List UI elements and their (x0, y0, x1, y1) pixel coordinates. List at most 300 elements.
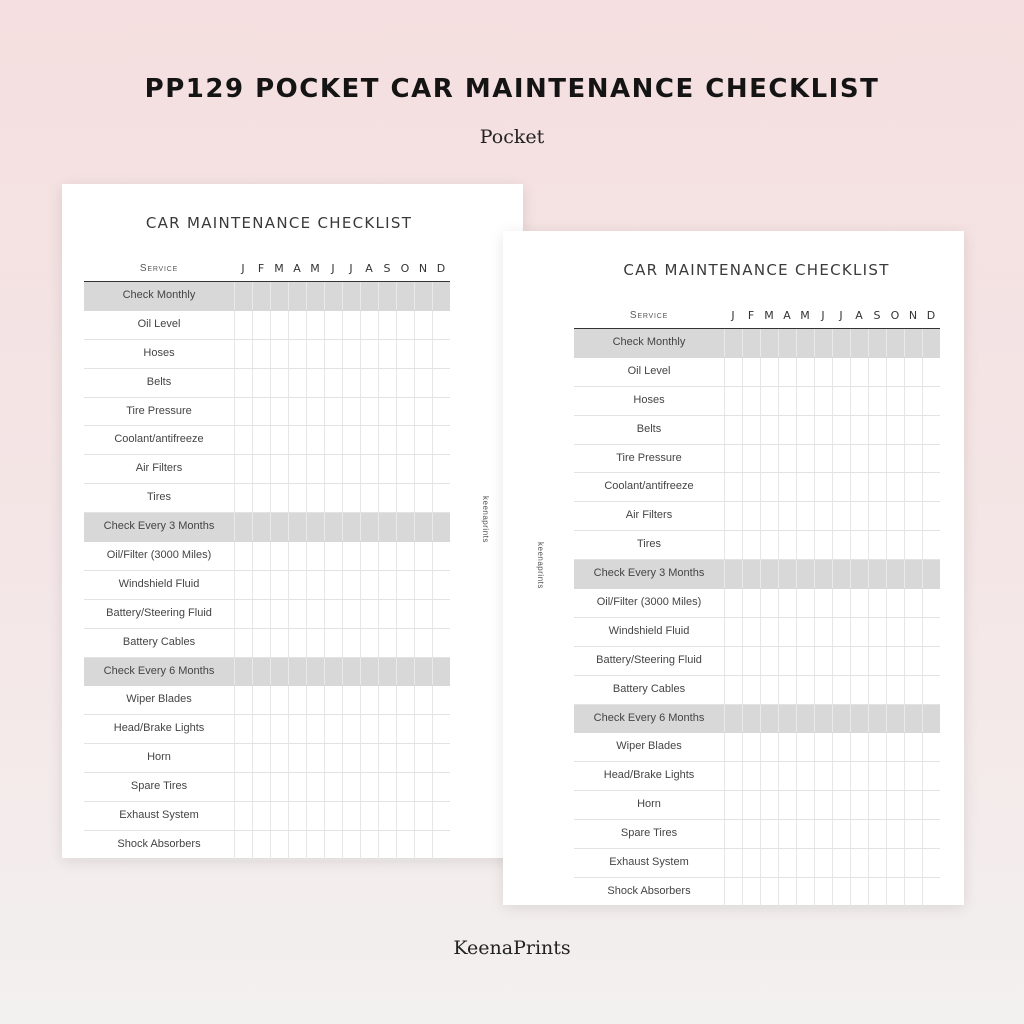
check-cell (760, 531, 778, 559)
section-label: Check Every 3 Months (103, 520, 215, 533)
check-cell (252, 398, 270, 426)
check-cell (342, 600, 360, 628)
check-cell (234, 571, 252, 599)
section-row (84, 513, 450, 542)
check-cell (922, 791, 940, 819)
check-cell (850, 589, 868, 617)
check-cell (832, 820, 850, 848)
check-cell (814, 387, 832, 415)
service-row (84, 831, 450, 860)
check-cell (832, 762, 850, 790)
check-cell (850, 473, 868, 501)
check-cell (904, 820, 922, 848)
check-cell (270, 831, 288, 859)
check-cell (306, 398, 324, 426)
check-cell (324, 455, 342, 483)
month-header: N (908, 308, 918, 322)
check-cell (414, 744, 432, 772)
section-label: Check Every 3 Months (593, 567, 705, 580)
check-cell (724, 676, 742, 704)
check-cell (234, 629, 252, 657)
check-cell (922, 531, 940, 559)
check-cell (814, 820, 832, 848)
check-cell (270, 455, 288, 483)
check-cell (868, 705, 886, 733)
service-row (84, 773, 450, 802)
check-cell (342, 311, 360, 339)
check-cell (432, 426, 450, 454)
checklist-grid (84, 255, 450, 860)
check-cell (396, 282, 414, 310)
check-cell (886, 733, 904, 761)
month-header: J (331, 261, 335, 275)
check-cell (796, 416, 814, 444)
check-cell (306, 369, 324, 397)
check-cell (378, 484, 396, 512)
check-cell (396, 773, 414, 801)
check-cell (904, 762, 922, 790)
check-cell (850, 676, 868, 704)
check-cell (760, 791, 778, 819)
service-column-header: Service (629, 309, 669, 321)
brand-watermark: keenaprints (481, 496, 490, 543)
check-cell (360, 658, 378, 686)
check-cell (234, 369, 252, 397)
checklist-grid (574, 302, 940, 907)
check-cell (886, 618, 904, 646)
check-cell (252, 773, 270, 801)
check-cell (814, 473, 832, 501)
check-cell (796, 358, 814, 386)
service-label: Exhaust System (609, 856, 689, 869)
section-row (574, 705, 940, 734)
check-cell (922, 502, 940, 530)
check-cell (270, 542, 288, 570)
check-cell (414, 340, 432, 368)
check-cell (922, 473, 940, 501)
check-cell (832, 878, 850, 906)
check-cell (378, 571, 396, 599)
check-cell (378, 455, 396, 483)
check-cell (760, 416, 778, 444)
service-label: Battery/Steering Fluid (106, 606, 212, 619)
check-cell (432, 484, 450, 512)
check-cell (868, 560, 886, 588)
check-cell (360, 744, 378, 772)
check-cell (742, 502, 760, 530)
check-cell (778, 473, 796, 501)
grid-header-row (84, 255, 450, 282)
check-cell (306, 513, 324, 541)
check-cell (360, 484, 378, 512)
check-cell (832, 531, 850, 559)
check-cell (814, 791, 832, 819)
service-column-header: Service (139, 262, 179, 274)
check-cell (252, 455, 270, 483)
check-cell (270, 629, 288, 657)
check-cell (796, 849, 814, 877)
check-cell (760, 473, 778, 501)
service-row (84, 369, 450, 398)
check-cell (378, 513, 396, 541)
check-cell (396, 571, 414, 599)
check-cell (306, 715, 324, 743)
check-cell (796, 647, 814, 675)
service-label: Head/Brake Lights (603, 769, 695, 782)
check-cell (324, 369, 342, 397)
check-cell (414, 715, 432, 743)
check-cell (886, 878, 904, 906)
check-cell (432, 831, 450, 859)
check-cell (742, 705, 760, 733)
check-cell (832, 387, 850, 415)
check-cell (324, 715, 342, 743)
check-cell (432, 282, 450, 310)
check-cell (396, 542, 414, 570)
month-header: J (241, 261, 245, 275)
check-cell (886, 329, 904, 357)
check-cell (270, 282, 288, 310)
check-cell (414, 686, 432, 714)
check-cell (270, 340, 288, 368)
check-cell (832, 358, 850, 386)
check-cell (288, 571, 306, 599)
check-cell (414, 629, 432, 657)
service-label: Battery Cables (122, 635, 196, 648)
check-cell (342, 484, 360, 512)
check-cell (724, 618, 742, 646)
check-cell (868, 531, 886, 559)
check-cell (270, 484, 288, 512)
check-cell (342, 282, 360, 310)
checklist-sheet-left (62, 184, 523, 858)
check-cell (814, 560, 832, 588)
check-cell (796, 387, 814, 415)
check-cell (234, 600, 252, 628)
service-label: Air Filters (135, 462, 183, 475)
check-cell (360, 629, 378, 657)
service-row (84, 571, 450, 600)
check-cell (832, 560, 850, 588)
month-header: J (349, 261, 353, 275)
check-cell (414, 600, 432, 628)
service-label: Tires (146, 491, 172, 504)
check-cell (904, 791, 922, 819)
check-cell (760, 502, 778, 530)
grid-header-row (574, 302, 940, 329)
section-label: Check Monthly (122, 289, 196, 301)
footer-brand: KeenaPrints (453, 937, 571, 959)
check-cell (760, 820, 778, 848)
check-cell (252, 802, 270, 830)
check-cell (378, 369, 396, 397)
check-cell (724, 849, 742, 877)
service-label: Air Filters (625, 509, 673, 522)
check-cell (796, 445, 814, 473)
check-cell (778, 820, 796, 848)
check-cell (796, 473, 814, 501)
check-cell (886, 647, 904, 675)
check-cell (778, 705, 796, 733)
check-cell (724, 445, 742, 473)
check-cell (724, 820, 742, 848)
checklist-sheet-right (503, 231, 964, 905)
check-cell (742, 820, 760, 848)
check-cell (814, 531, 832, 559)
check-cell (342, 571, 360, 599)
check-cell (342, 426, 360, 454)
check-cell (414, 484, 432, 512)
check-cell (886, 676, 904, 704)
check-cell (252, 600, 270, 628)
check-cell (324, 340, 342, 368)
service-label: Coolant/antifreeze (114, 433, 204, 446)
check-cell (796, 820, 814, 848)
check-cell (306, 658, 324, 686)
check-cell (814, 329, 832, 357)
check-cell (396, 369, 414, 397)
service-label: Belts (636, 422, 662, 435)
check-cell (760, 445, 778, 473)
check-cell (324, 831, 342, 859)
check-cell (378, 831, 396, 859)
check-cell (342, 744, 360, 772)
check-cell (306, 831, 324, 859)
check-cell (396, 744, 414, 772)
check-cell (396, 629, 414, 657)
check-cell (796, 791, 814, 819)
check-cell (796, 589, 814, 617)
check-cell (288, 513, 306, 541)
check-cell (396, 686, 414, 714)
check-cell (360, 571, 378, 599)
service-label: Oil Level (627, 364, 671, 377)
check-cell (832, 733, 850, 761)
check-cell (760, 618, 778, 646)
check-cell (252, 426, 270, 454)
check-cell (814, 647, 832, 675)
check-cell (414, 542, 432, 570)
check-cell (832, 849, 850, 877)
check-cell (796, 560, 814, 588)
check-cell (288, 542, 306, 570)
check-cell (270, 311, 288, 339)
check-cell (414, 658, 432, 686)
check-cell (742, 560, 760, 588)
check-cell (778, 329, 796, 357)
check-cell (778, 878, 796, 906)
check-cell (742, 647, 760, 675)
check-cell (432, 629, 450, 657)
check-cell (396, 831, 414, 859)
check-cell (850, 878, 868, 906)
check-cell (306, 426, 324, 454)
check-cell (378, 686, 396, 714)
check-cell (742, 849, 760, 877)
check-cell (778, 791, 796, 819)
service-label: Spare Tires (620, 827, 678, 840)
check-cell (288, 426, 306, 454)
check-cell (850, 791, 868, 819)
check-cell (342, 629, 360, 657)
check-cell (904, 531, 922, 559)
check-cell (414, 571, 432, 599)
check-cell (270, 802, 288, 830)
check-cell (360, 513, 378, 541)
check-cell (904, 473, 922, 501)
check-cell (922, 589, 940, 617)
check-cell (234, 513, 252, 541)
check-cell (360, 455, 378, 483)
check-cell (868, 502, 886, 530)
check-cell (324, 773, 342, 801)
check-cell (904, 849, 922, 877)
check-cell (814, 762, 832, 790)
month-header: M (764, 308, 774, 322)
check-cell (306, 802, 324, 830)
check-cell (922, 762, 940, 790)
check-cell (270, 369, 288, 397)
check-cell (324, 311, 342, 339)
month-header: J (839, 308, 843, 322)
check-cell (414, 311, 432, 339)
check-cell (922, 647, 940, 675)
month-header: M (800, 308, 810, 322)
check-cell (850, 820, 868, 848)
check-cell (324, 398, 342, 426)
service-label: Horn (147, 751, 171, 764)
check-cell (378, 340, 396, 368)
check-cell (414, 773, 432, 801)
check-cell (270, 571, 288, 599)
check-cell (342, 773, 360, 801)
service-label: Coolant/antifreeze (604, 480, 694, 493)
check-cell (234, 398, 252, 426)
check-cell (904, 589, 922, 617)
check-cell (342, 831, 360, 859)
check-cell (868, 647, 886, 675)
check-cell (252, 744, 270, 772)
check-cell (270, 715, 288, 743)
month-header: A (293, 261, 301, 275)
check-cell (724, 387, 742, 415)
check-cell (778, 416, 796, 444)
check-cell (778, 560, 796, 588)
check-cell (742, 416, 760, 444)
check-cell (742, 791, 760, 819)
check-cell (324, 600, 342, 628)
check-cell (832, 416, 850, 444)
service-label: Wiper Blades (616, 740, 682, 753)
check-cell (252, 311, 270, 339)
service-row (574, 676, 940, 705)
check-cell (742, 676, 760, 704)
check-cell (814, 676, 832, 704)
service-row (574, 502, 940, 531)
check-cell (814, 618, 832, 646)
check-cell (342, 542, 360, 570)
check-cell (288, 831, 306, 859)
check-cell (742, 329, 760, 357)
check-cell (868, 676, 886, 704)
check-cell (724, 733, 742, 761)
service-label: Tire Pressure (126, 404, 192, 417)
check-cell (850, 705, 868, 733)
check-cell (922, 358, 940, 386)
check-cell (724, 705, 742, 733)
check-cell (904, 733, 922, 761)
check-cell (360, 802, 378, 830)
check-cell (778, 358, 796, 386)
check-cell (778, 502, 796, 530)
check-cell (306, 571, 324, 599)
check-cell (306, 600, 324, 628)
check-cell (868, 416, 886, 444)
check-cell (288, 802, 306, 830)
check-cell (306, 744, 324, 772)
check-cell (414, 426, 432, 454)
check-cell (724, 531, 742, 559)
service-row (84, 802, 450, 831)
check-cell (868, 762, 886, 790)
check-cell (288, 715, 306, 743)
check-cell (252, 513, 270, 541)
check-cell (396, 398, 414, 426)
check-cell (342, 513, 360, 541)
check-cell (760, 387, 778, 415)
check-cell (342, 658, 360, 686)
check-cell (724, 502, 742, 530)
check-cell (922, 416, 940, 444)
check-cell (252, 340, 270, 368)
check-cell (306, 686, 324, 714)
check-cell (904, 387, 922, 415)
check-cell (904, 676, 922, 704)
service-label: Oil/Filter (3000 Miles) (106, 549, 212, 562)
check-cell (904, 705, 922, 733)
check-cell (306, 340, 324, 368)
month-header: F (747, 308, 755, 322)
check-cell (886, 791, 904, 819)
service-label: Head/Brake Lights (113, 722, 205, 735)
service-row (574, 647, 940, 676)
check-cell (832, 445, 850, 473)
check-cell (922, 676, 940, 704)
check-cell (360, 311, 378, 339)
month-header: M (310, 261, 320, 275)
check-cell (850, 329, 868, 357)
check-cell (306, 542, 324, 570)
check-cell (306, 282, 324, 310)
check-cell (760, 849, 778, 877)
check-cell (432, 398, 450, 426)
check-cell (724, 589, 742, 617)
check-cell (814, 733, 832, 761)
check-cell (814, 589, 832, 617)
check-cell (324, 744, 342, 772)
check-cell (324, 513, 342, 541)
service-label: Belts (146, 375, 172, 388)
check-cell (432, 600, 450, 628)
check-cell (904, 416, 922, 444)
check-cell (234, 426, 252, 454)
check-cell (724, 791, 742, 819)
check-cell (234, 340, 252, 368)
check-cell (796, 705, 814, 733)
page-subtitle: Pocket (479, 126, 545, 148)
check-cell (832, 647, 850, 675)
check-cell (306, 629, 324, 657)
